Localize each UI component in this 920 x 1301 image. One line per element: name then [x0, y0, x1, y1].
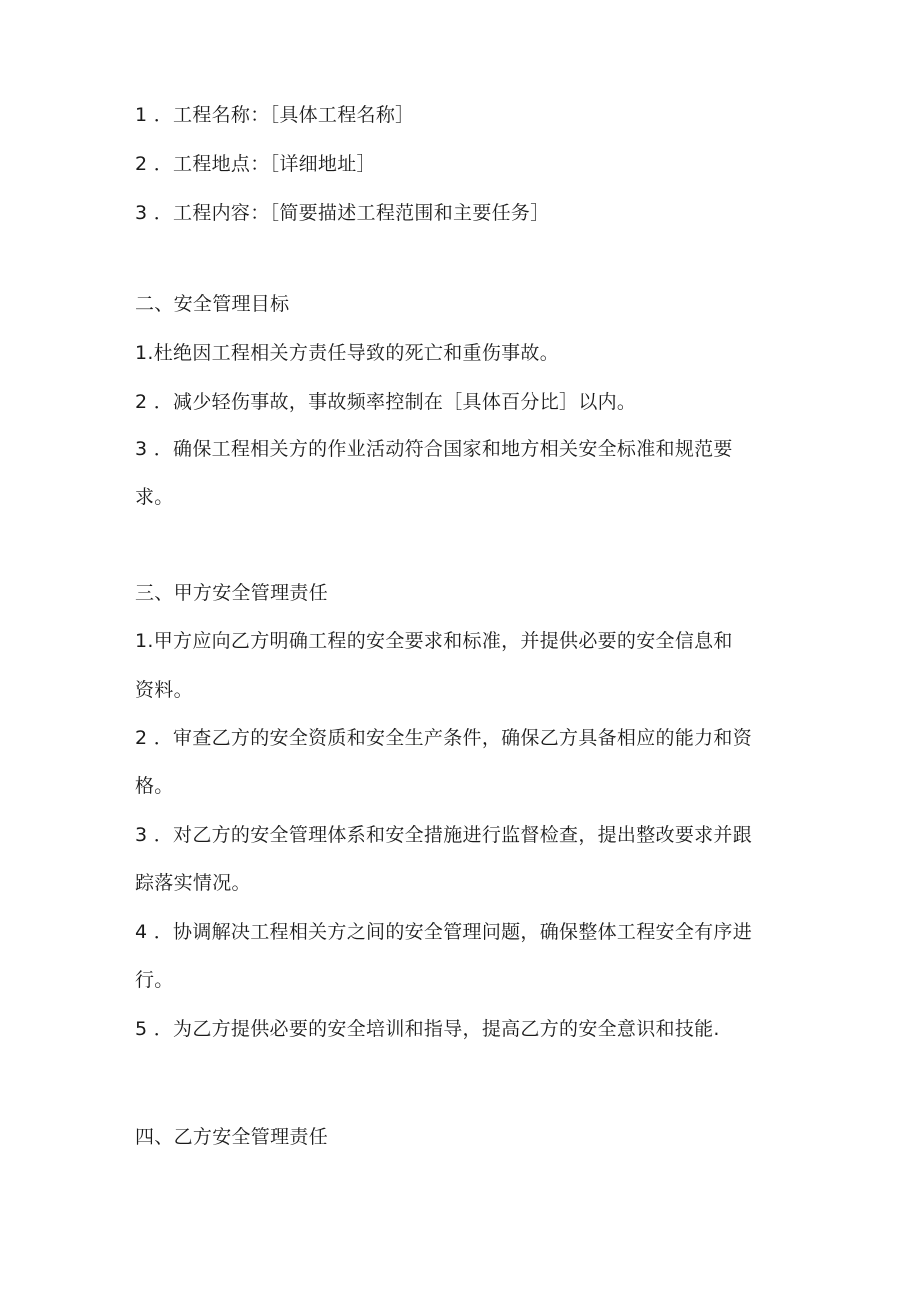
party-a-item-2-line2: 格。: [135, 775, 174, 797]
project-location-line: 2 ．工程地点：［详细地址］: [135, 153, 376, 175]
party-a-item-3-line1: 3 ．对乙方的安全管理体系和安全措施进行监督检查，提出整改要求并跟: [135, 824, 753, 846]
goal-item-3-line1: 3 ．确保工程相关方的作业活动符合国家和地方相关安全标准和规范要: [135, 438, 733, 460]
goal-item-3-line2: 求。: [135, 486, 174, 508]
goal-item-1: 1.杜绝因工程相关方责任导致的死亡和重伤事故。: [135, 342, 560, 364]
project-content-line: 3 ．工程内容：［简要描述工程范围和主要任务］: [135, 202, 550, 224]
party-a-item-4-line1: 4 ．协调解决工程相关方之间的安全管理问题，确保整体工程安全有序进: [135, 921, 753, 943]
section-heading-safety-goals: 二、安全管理目标: [135, 293, 290, 315]
party-a-item-4-line2: 行。: [135, 969, 174, 991]
party-a-item-1-line1: 1.甲方应向乙方明确工程的安全要求和标准，并提供必要的安全信息和: [135, 630, 733, 652]
section-heading-party-a: 三、甲方安全管理责任: [135, 582, 329, 604]
party-a-item-5: 5 ．为乙方提供必要的安全培训和指导，提高乙方的安全意识和技能.: [135, 1018, 720, 1040]
party-a-item-3-line2: 踪落实情况。: [135, 872, 251, 894]
section-heading-party-b: 四、乙方安全管理责任: [135, 1126, 329, 1148]
party-a-item-1-line2: 资料。: [135, 679, 193, 701]
project-name-line: 1 ．工程名称：［具体工程名称］: [135, 104, 415, 126]
goal-item-2: 2 ．减少轻伤事故，事故频率控制在［具体百分比］以内。: [135, 391, 637, 413]
party-a-item-2-line1: 2 ．审查乙方的安全资质和安全生产条件，确保乙方具备相应的能力和资: [135, 727, 753, 749]
